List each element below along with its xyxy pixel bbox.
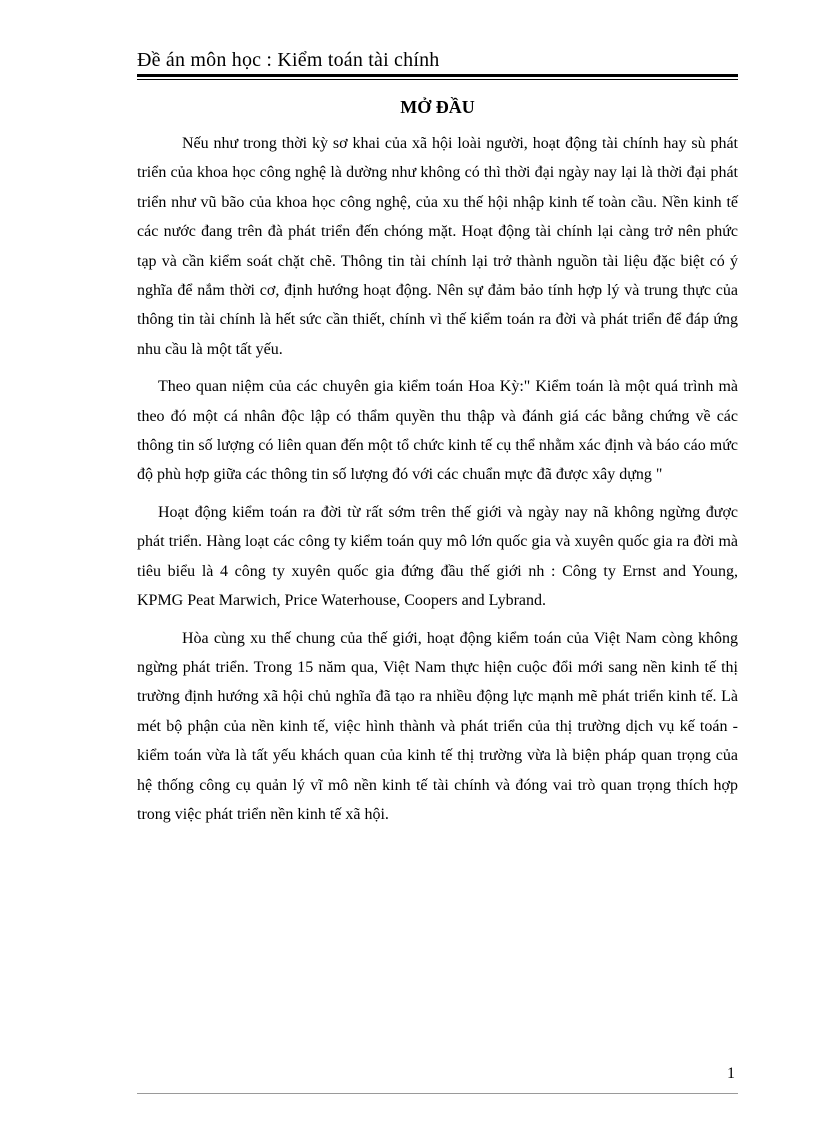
document-body — [137, 129, 738, 829]
paragraph: Hòa cùng xu thế chung của thế giới, hoạt động kiểm toán của Việt Nam còng không ngừng phát triển. Trong 15 năm qua, Việt Nam thực hiện cuộc đổi mới sang nền kinh tế thị trường định hướng xã hội chủ nghĩa đã tạo ra nhiều động lực mạnh mẽ phát triển kinh tế. Là mét bộ phận của nền kinh tế, việc hình thành và phát triển của thị trường dịch vụ kế toán - kiểm toán vừa là tất yếu khách quan của kinh tế thị trường vừa là biện pháp quan trọng của hệ thống công cụ quản lý vĩ mô nền kinh tế tài chính và đóng vai trò quan trọng thích hợp trong việc phát triển nền kinh tế xã hội. — [137, 629, 738, 823]
page-header — [137, 48, 738, 80]
paragraph: Hoạt động kiểm toán ra đời từ rất sớm trên thế giới và ngày nay nã không ngừng được phát triển. Hàng loạt các công ty kiểm toán quy mô lớn quốc gia và xuyên quốc gia ra đời mà tiêu biểu là 4 công ty xuyên quốc gia đứng đầu thế giới nh : Công ty Ernst and Young, KPMG Peat Marwich, Price Waterhouse, Coopers and Lybrand. — [137, 503, 738, 610]
paragraph: Nếu như trong thời kỳ sơ khai của xã hội loài người, hoạt động tài chính hay sù phát triển của khoa học công nghệ là dường như không có thì thời đại ngày nay lại là thời đại phát triển như vũ bão của khoa học công nghệ, của xu thế hội nhập kinh tế toàn cầu. Nền kinh tế các nước đang trên đà phát triển đến chóng mặt. Hoạt động tài chính lại càng trở nên phức tạp và cần kiểm soát chặt chẽ. Thông tin tài chính lại trở thành nguồn tài liệu đặc biệt có ý nghĩa để nắm thời cơ, định hướng hoạt động. Nên sự đảm bảo tính hợp lý và trung thực của thông tin tài chính là hết sức cần thiết, chính vì thế kiểm toán ra đời và phát triển để đáp ứng nhu cầu là một tất yếu. — [137, 135, 738, 358]
header-title: Đề án môn học : Kiểm toán tài chính — [137, 49, 440, 71]
footer-rule — [137, 1093, 738, 1094]
page-number: 1 — [727, 1065, 735, 1082]
header-rule-thin — [137, 79, 738, 80]
document-title: MỞ ĐẦU — [400, 97, 475, 117]
paragraph: Theo quan niệm của các chuyên gia kiểm toán Hoa Kỳ:" Kiểm toán là một quá trình mà theo đó một cá nhân độc lập có thẩm quyền thu thập và đánh giá các bằng chứng về các thông tin số lượng có liên quan đến một tổ chức kinh tế cụ thể nhằm xác định và báo cáo mức độ phù hợp giữa các thông tin số lượng đó với các chuẩn mực đã được xây dựng " — [137, 378, 738, 484]
header-rule-thick — [137, 74, 738, 77]
